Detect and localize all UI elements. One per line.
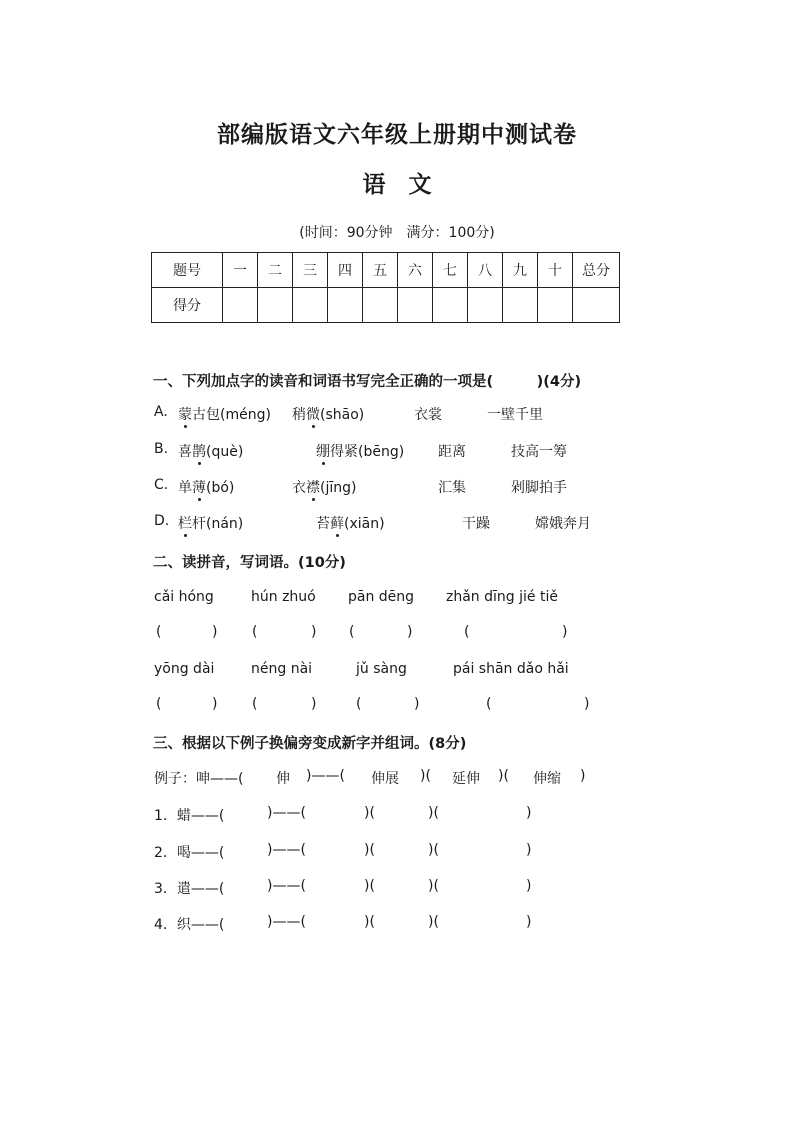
answer-paren-close: ) [311, 624, 317, 640]
pinyin-3: pān dēng [348, 589, 415, 605]
q3-close-paren: ) [526, 842, 532, 858]
q1-option-d-word2: 苔藓(xiān) [316, 516, 385, 532]
score-cell[interactable] [398, 288, 433, 323]
answer-paren-open: ( [356, 696, 362, 712]
score-table-header-row [152, 253, 620, 288]
q1-option-b-letter: B. [154, 441, 169, 457]
document-title: 部编版语文六年级上册期中测试卷 [217, 121, 577, 148]
answer-paren-open: ( [464, 624, 470, 640]
q3-close-paren: ) [526, 878, 532, 894]
score-cell[interactable] [538, 288, 573, 323]
answer-paren-close: ) [584, 696, 590, 712]
answer-paren-close: ) [311, 696, 317, 712]
q3-pair-paren: )( [428, 914, 439, 930]
score-table [151, 252, 620, 323]
pinyin-4: zhǎn dīng jié tiě [446, 589, 558, 605]
score-table-score-row [152, 288, 620, 323]
subject-title: 语 文 [362, 171, 432, 198]
answer-paren-open: ( [252, 696, 258, 712]
q3-example-char: 伸 [276, 771, 290, 787]
q3-example-word3: 伸缩 [533, 771, 561, 787]
score-cell[interactable] [223, 288, 258, 323]
column-9: 九 [503, 253, 538, 288]
answer-paren-open: ( [252, 624, 258, 640]
q1-option-b-word3: 距离 [438, 444, 466, 460]
column-7: 七 [433, 253, 468, 288]
q3-pair-paren: )( [364, 914, 375, 930]
column-8: 八 [468, 253, 503, 288]
q1-option-a-letter: A. [154, 404, 168, 420]
q3-item-3: 3．遣——( [154, 881, 225, 897]
q1-option-c-letter: C. [154, 477, 169, 493]
q3-example-paren: )( [498, 768, 509, 784]
q1-option-c-word2: 衣襟(jīng) [292, 480, 357, 496]
answer-paren-open: ( [349, 624, 355, 640]
q1-option-a-word1: 蒙古包(méng) [178, 407, 271, 423]
q3-dash-paren: )——( [267, 914, 306, 930]
pinyin-5: yōng dài [154, 661, 215, 677]
q3-dash-paren: )——( [267, 878, 306, 894]
q3-pair-paren: )( [364, 878, 375, 894]
column-1: 一 [223, 253, 258, 288]
score-cell[interactable] [433, 288, 468, 323]
q1-option-a-word3: 衣裳 [414, 407, 442, 423]
q3-dash-paren: )——( [267, 805, 306, 821]
q3-item-2: 2．喝——( [154, 845, 225, 861]
answer-paren-close: ) [212, 696, 218, 712]
answer-paren-close: ) [562, 624, 568, 640]
q1-option-a-word2: 稍微(shāo) [292, 407, 365, 423]
answer-paren-open: ( [486, 696, 492, 712]
row-label-question: 题号 [152, 253, 223, 288]
score-cell[interactable] [503, 288, 538, 323]
answer-paren-close: ) [212, 624, 218, 640]
q1-option-b-word4: 技高一筹 [511, 444, 567, 460]
score-cell[interactable] [258, 288, 293, 323]
q1-option-d-word1: 栏杆(nán) [178, 516, 244, 532]
column-6: 六 [398, 253, 433, 288]
q3-pair-paren: )( [428, 842, 439, 858]
score-cell[interactable] [468, 288, 503, 323]
q1-option-d-letter: D. [154, 513, 170, 529]
pinyin-8: pái shān dǎo hǎi [453, 661, 569, 677]
pinyin-7: jǔ sàng [356, 661, 407, 677]
q3-dash-paren: )——( [267, 842, 306, 858]
q3-pair-paren: )( [364, 805, 375, 821]
q3-example-mid: )——( [306, 768, 345, 784]
answer-paren-open: ( [156, 624, 162, 640]
q1-option-a-word4: 一壁千里 [487, 407, 543, 423]
score-cell-total[interactable] [573, 288, 620, 323]
q3-pair-paren: )( [364, 842, 375, 858]
answer-paren-close: ) [407, 624, 413, 640]
q3-example-word1: 伸展 [371, 771, 399, 787]
pinyin-2: hún zhuó [251, 589, 316, 605]
q1-option-d-word4: 嫦娥奔月 [535, 516, 591, 532]
column-total: 总分 [573, 253, 620, 288]
column-10: 十 [538, 253, 573, 288]
q3-close-paren: ) [526, 805, 532, 821]
column-5: 五 [363, 253, 398, 288]
row-label-score: 得分 [152, 288, 223, 323]
score-cell[interactable] [363, 288, 398, 323]
exam-meta: (时间：90分钟 满分：100分) [299, 225, 495, 241]
q1-option-c-word3: 汇集 [438, 480, 466, 496]
answer-paren-close: ) [414, 696, 420, 712]
score-cell[interactable] [328, 288, 363, 323]
q1-option-d-word3: 干躁 [462, 516, 490, 532]
q1-heading: 一、下列加点字的读音和词语书写完全正确的一项是( )(4分) [153, 374, 582, 390]
q3-example-paren: )( [420, 768, 431, 784]
answer-paren-open: ( [156, 696, 162, 712]
q3-example-prefix: 例子：呻——( [154, 771, 244, 787]
pinyin-6: néng nài [251, 661, 313, 677]
q3-example-word2: 延伸 [452, 771, 480, 787]
column-3: 三 [293, 253, 328, 288]
q3-item-4: 4．织——( [154, 917, 225, 933]
score-cell[interactable] [293, 288, 328, 323]
pinyin-1: cǎi hóng [154, 589, 214, 605]
q1-option-c-word1: 单薄(bó) [178, 480, 235, 496]
column-2: 二 [258, 253, 293, 288]
q3-pair-paren: )( [428, 878, 439, 894]
q1-option-b-word2: 绷得紧(bēng) [316, 444, 405, 460]
q2-heading: 二、读拼音，写词语。(10分) [153, 555, 346, 571]
q3-close-paren: ) [526, 914, 532, 930]
q3-heading: 三、根据以下例子换偏旁变成新字并组词。(8分) [153, 736, 467, 752]
q3-pair-paren: )( [428, 805, 439, 821]
q3-example-paren-close: ) [580, 768, 586, 784]
column-4: 四 [328, 253, 363, 288]
q1-option-b-word1: 喜鹊(què) [178, 444, 244, 460]
q3-item-1: 1．蜡——( [154, 808, 225, 824]
q1-option-c-word4: 剁脚拍手 [511, 480, 567, 496]
